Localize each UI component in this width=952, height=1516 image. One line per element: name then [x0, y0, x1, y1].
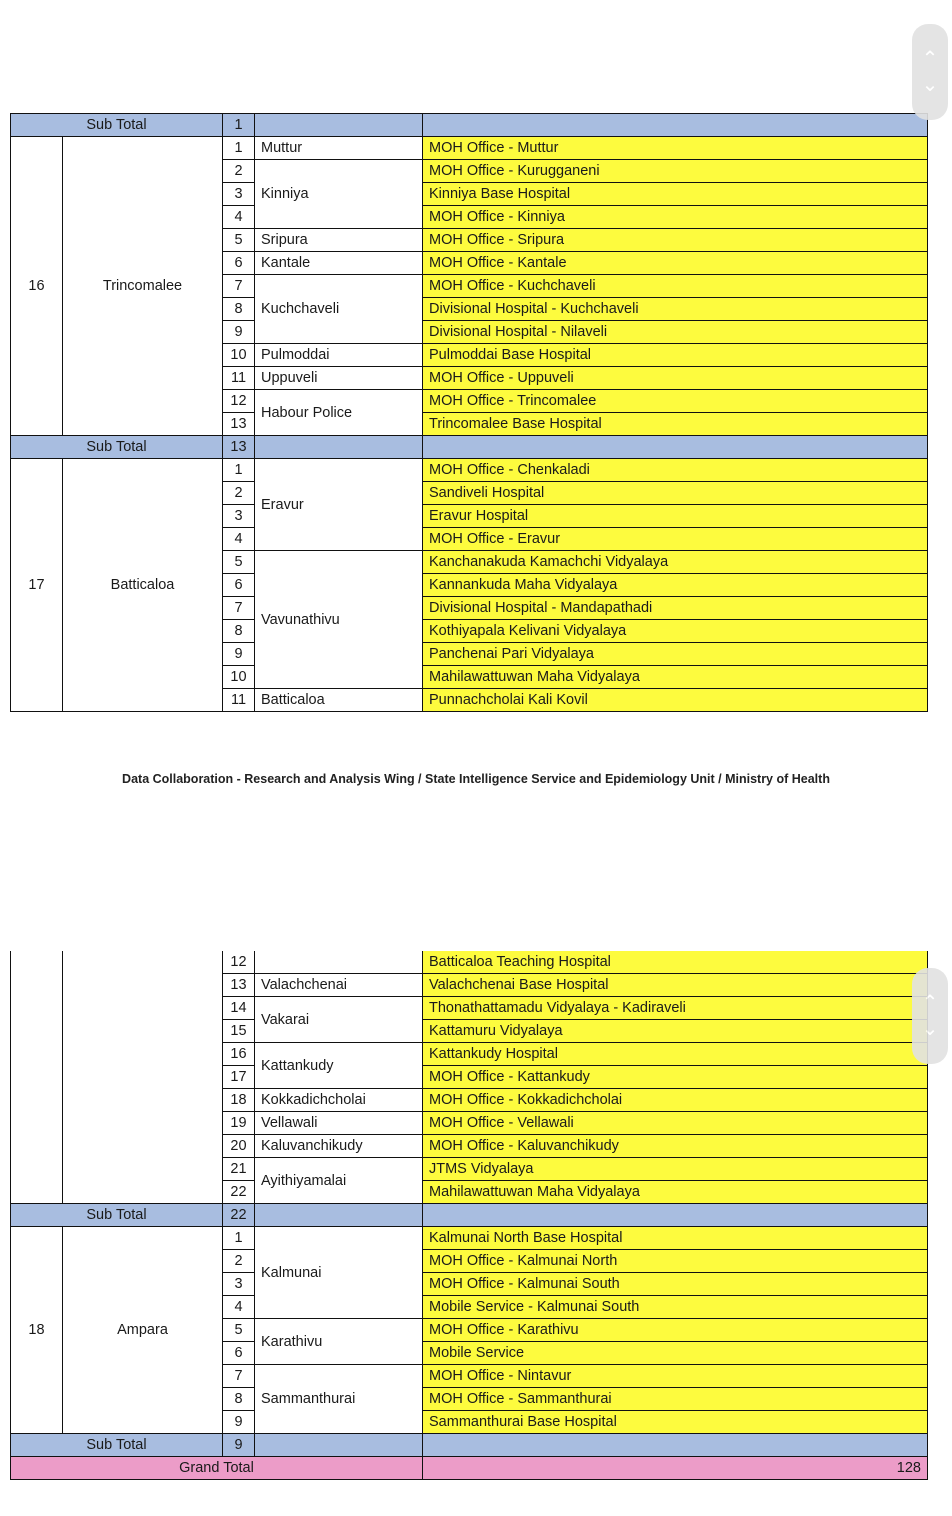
location-name: Divisional Hospital - Mandapathadi: [423, 597, 928, 620]
location-name: Thonathattamadu Vidyalaya - Kadiraveli: [423, 997, 928, 1020]
row-number: 2: [223, 1250, 255, 1273]
row-number: 9: [223, 643, 255, 666]
location-name: MOH Office - Kurugganeni: [423, 160, 928, 183]
subtotal-label: Sub Total: [11, 1204, 223, 1227]
location-name: MOH Office - Sammanthurai: [423, 1388, 928, 1411]
area-name: Karathivu: [255, 1319, 423, 1365]
grand-total-label: Grand Total: [11, 1457, 423, 1480]
chevron-up-icon[interactable]: ⌃: [921, 48, 939, 70]
row-number: 9: [223, 1411, 255, 1434]
location-name: Kanchanakuda Kamachchi Vidyalaya: [423, 551, 928, 574]
location-name: Kalmunai North Base Hospital: [423, 1227, 928, 1250]
district-name: Batticaloa: [63, 459, 223, 712]
district-number-cell: [11, 951, 63, 1204]
location-name: Kothiyapala Kelivani Vidyalaya: [423, 620, 928, 643]
row-number: 8: [223, 1388, 255, 1411]
row-number: 8: [223, 620, 255, 643]
row-number: 4: [223, 1296, 255, 1319]
area-name: Kalmunai: [255, 1227, 423, 1319]
area-name: Kaluvanchikudy: [255, 1135, 423, 1158]
row-number: 10: [223, 344, 255, 367]
area-name: Vellawali: [255, 1112, 423, 1135]
location-name: Mahilawattuwan Maha Vidyalaya: [423, 1181, 928, 1204]
location-name: MOH Office - Kinniya: [423, 206, 928, 229]
row-number: 20: [223, 1135, 255, 1158]
grand-total-value: 128: [423, 1457, 928, 1480]
row-number: 21: [223, 1158, 255, 1181]
row-number: 11: [223, 689, 255, 712]
row-number: 6: [223, 574, 255, 597]
subtotal-count: 1: [223, 114, 255, 137]
location-name: MOH Office - Kattankudy: [423, 1066, 928, 1089]
table-row: [11, 137, 928, 160]
area-name: Pulmoddai: [255, 344, 423, 367]
row-number: 2: [223, 482, 255, 505]
area-name: Batticaloa: [255, 689, 423, 712]
area-name: Kokkadichcholai: [255, 1089, 423, 1112]
location-name: Batticaloa Teaching Hospital: [423, 951, 928, 974]
location-name: Sandiveli Hospital: [423, 482, 928, 505]
location-name: Divisional Hospital - Nilaveli: [423, 321, 928, 344]
district-name: Trincomalee: [63, 137, 223, 436]
location-name: MOH Office - Kokkadichcholai: [423, 1089, 928, 1112]
location-name: Valachchenai Base Hospital: [423, 974, 928, 997]
area-name: Vakarai: [255, 997, 423, 1043]
row-number: 14: [223, 997, 255, 1020]
row-number: 6: [223, 1342, 255, 1365]
row-number: 19: [223, 1112, 255, 1135]
subtotal-row: [11, 1434, 928, 1457]
row-number: 7: [223, 597, 255, 620]
row-number: 11: [223, 367, 255, 390]
location-name: MOH Office - Chenkaladi: [423, 459, 928, 482]
page-scroller[interactable]: [912, 24, 948, 120]
row-number: 18: [223, 1089, 255, 1112]
area-name: Ayithiyamalai: [255, 1158, 423, 1204]
location-name: Kinniya Base Hospital: [423, 183, 928, 206]
subtotal-label: Sub Total: [11, 436, 223, 459]
location-name: MOH Office - Trincomalee: [423, 390, 928, 413]
location-name: MOH Office - Kalmunai North: [423, 1250, 928, 1273]
row-number: 1: [223, 1227, 255, 1250]
location-name: MOH Office - Muttur: [423, 137, 928, 160]
location-name: Kattamuru Vidyalaya: [423, 1020, 928, 1043]
chevron-down-icon[interactable]: ⌄: [921, 1018, 939, 1040]
row-number: 12: [223, 951, 255, 974]
row-number: 12: [223, 390, 255, 413]
row-number: 2: [223, 160, 255, 183]
row-number: 1: [223, 137, 255, 160]
row-number: 3: [223, 183, 255, 206]
location-name: MOH Office - Eravur: [423, 528, 928, 551]
location-name: Mobile Service - Kalmunai South: [423, 1296, 928, 1319]
location-name: MOH Office - Vellawali: [423, 1112, 928, 1135]
subtotal-label: Sub Total: [11, 114, 223, 137]
area-name: Kattankudy: [255, 1043, 423, 1089]
row-number: 4: [223, 528, 255, 551]
area-name: Muttur: [255, 137, 423, 160]
page-scroller[interactable]: [912, 968, 948, 1064]
row-number: 3: [223, 505, 255, 528]
row-number: 15: [223, 1020, 255, 1043]
location-name: JTMS Vidyalaya: [423, 1158, 928, 1181]
district-name: Ampara: [63, 1227, 223, 1434]
location-name: MOH Office - Kaluvanchikudy: [423, 1135, 928, 1158]
location-name: Mahilawattuwan Maha Vidyalaya: [423, 666, 928, 689]
area-name: Habour Police: [255, 390, 423, 436]
subtotal-label: Sub Total: [11, 1434, 223, 1457]
location-name: Kattankudy Hospital: [423, 1043, 928, 1066]
row-number: 7: [223, 1365, 255, 1388]
district-number: 17: [11, 459, 63, 712]
district-name-cell: [63, 951, 223, 1204]
location-name: Panchenai Pari Vidyalaya: [423, 643, 928, 666]
subtotal-count: 22: [223, 1204, 255, 1227]
table-row: [11, 951, 928, 974]
area-name: Kantale: [255, 252, 423, 275]
row-number: 5: [223, 551, 255, 574]
location-name: Mobile Service: [423, 1342, 928, 1365]
row-number: 9: [223, 321, 255, 344]
location-name: Kannankuda Maha Vidyalaya: [423, 574, 928, 597]
table-row: [11, 1227, 928, 1250]
location-name: Pulmoddai Base Hospital: [423, 344, 928, 367]
location-name: MOH Office - Uppuveli: [423, 367, 928, 390]
table-row: [11, 459, 928, 482]
row-number: 8: [223, 298, 255, 321]
chevron-down-icon[interactable]: ⌄: [921, 74, 939, 96]
location-name: MOH Office - Kantale: [423, 252, 928, 275]
row-number: 13: [223, 413, 255, 436]
location-name: MOH Office - Karathivu: [423, 1319, 928, 1342]
row-number: 5: [223, 1319, 255, 1342]
area-name: Sammanthurai: [255, 1365, 423, 1434]
row-number: 7: [223, 275, 255, 298]
row-number: 10: [223, 666, 255, 689]
district-number: 18: [11, 1227, 63, 1434]
locations-table-part2: [10, 951, 928, 1480]
location-name: Divisional Hospital - Kuchchaveli: [423, 298, 928, 321]
area-name: Valachchenai: [255, 974, 423, 997]
area-name: Kuchchaveli: [255, 275, 423, 344]
location-name: Trincomalee Base Hospital: [423, 413, 928, 436]
row-number: 13: [223, 974, 255, 997]
row-number: 22: [223, 1181, 255, 1204]
row-number: 1: [223, 459, 255, 482]
area-name: Kinniya: [255, 160, 423, 229]
chevron-up-icon[interactable]: ⌃: [921, 992, 939, 1014]
location-name: Punnachcholai Kali Kovil: [423, 689, 928, 712]
row-number: 17: [223, 1066, 255, 1089]
grand-total-row: [11, 1457, 928, 1480]
district-number: 16: [11, 137, 63, 436]
area-name: Sripura: [255, 229, 423, 252]
area-name: Eravur: [255, 459, 423, 551]
page-footer: Data Collaboration - Research and Analysis Wing / State Intelligence Service and Epidemiology Unit / Ministry of Health: [122, 772, 830, 786]
location-name: MOH Office - Kuchchaveli: [423, 275, 928, 298]
area-name: Vavunathivu: [255, 551, 423, 689]
locations-table-part1: [10, 113, 928, 712]
location-name: Eravur Hospital: [423, 505, 928, 528]
subtotal-row: [11, 436, 928, 459]
subtotal-count: 13: [223, 436, 255, 459]
row-number: 16: [223, 1043, 255, 1066]
location-name: MOH Office - Sripura: [423, 229, 928, 252]
row-number: 6: [223, 252, 255, 275]
subtotal-row: [11, 114, 928, 137]
location-name: Sammanthurai Base Hospital: [423, 1411, 928, 1434]
subtotal-row: [11, 1204, 928, 1227]
area-name: Uppuveli: [255, 367, 423, 390]
location-name: MOH Office - Nintavur: [423, 1365, 928, 1388]
area-name: [255, 951, 423, 974]
row-number: 5: [223, 229, 255, 252]
row-number: 3: [223, 1273, 255, 1296]
subtotal-count: 9: [223, 1434, 255, 1457]
row-number: 4: [223, 206, 255, 229]
location-name: MOH Office - Kalmunai South: [423, 1273, 928, 1296]
